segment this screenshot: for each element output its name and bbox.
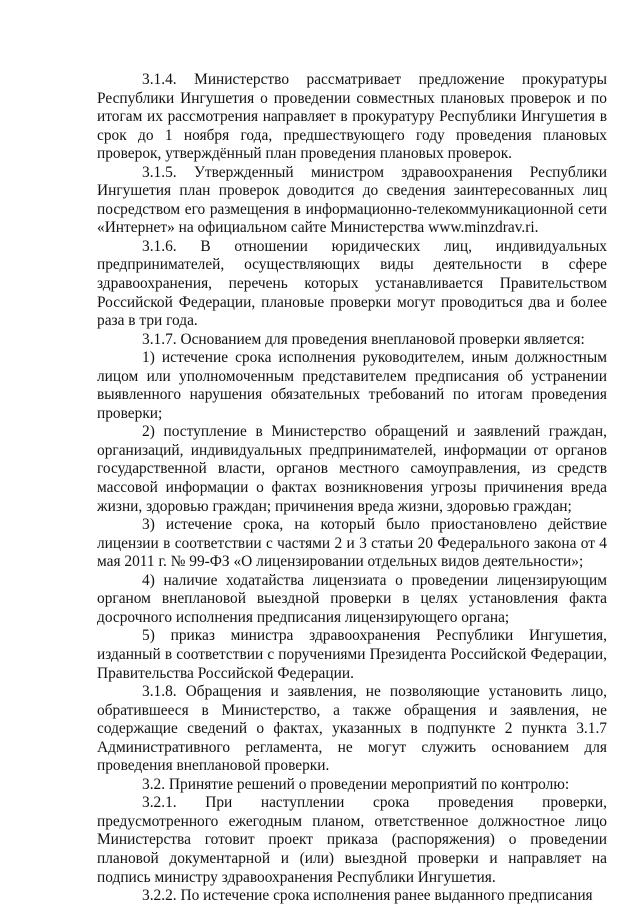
paragraph-3-2-2: 3.2.2. По истечение срока исполнения ранее выданного предписания (142, 887, 593, 905)
paragraph-3-1-7: 3.1.7. Основанием для проведения внеплановой проверки является: (142, 330, 585, 348)
paragraph-3-1-4: 3.1.4. Министерство рассматривает предложение прокуратуры Республики Ингушетия о проведении совместных плановых проверок и по итогам их рассмотрения направляет в прокуратуру Республики Ингушетия в срок до 1 ноября года, предшествующего году проведения плановых проверок, утверждённый план проведения плановых проверок. (97, 71, 607, 163)
paragraph-3-1-6: 3.1.6. В отношении юридических лиц, индивидуальных предпринимателей, осуществляющих виды деятельности в сфере здравоохранения, перечень которых устанавливается Правительством Российской Федерации, плановые проверки могут проводиться два и более раза в три года. (97, 237, 607, 330)
list-item-3: 3) истечение срока, на который было приостановлено действие лицензии в соответствии с частями 2 и 3 статьи 20 Федерального закона от 4 мая 2011 г. № 99-ФЗ «О лицензировании отдельных видов деятельности»; (97, 516, 607, 571)
paragraph-3-1-5: 3.1.5. Утвержденный министром здравоохранения Республики Ингушетия план проверок доводится до сведения заинтересованных лиц посредством его размещения в информационно-телекоммуникационной сети «Интернет» на официальном сайте Министерства www.minzdrav.ri. (97, 163, 607, 237)
paragraph-3-2: 3.2. Принятие решений о проведении мероприятий по контролю: (142, 775, 570, 793)
list-item-4: 4) наличие ходатайства лицензиата о проведении лицензирующим органом внеплановой выездной проверки в целях установления факта досрочного исполнения предписания лицензирующего органа; (97, 571, 607, 626)
list-item-2: 2) поступление в Министерство обращений и заявлений граждан, организаций, индивидуальных предпринимателей, информации от органов государственной власти, органов местного самоуправления, из средств массовой информации о фактах возникновения угрозы причинения вреда жизни, здоровью граждан; причинения вреда жизни, здоровью граждан; (97, 423, 607, 515)
list-item-1: 1) истечение срока исполнения руководителем, иным должностным лицом или уполномоченным представителем предписания об устранении выявленного нарушения обязательных требований по итогам проведения проверки; (97, 349, 607, 422)
paragraph-3-2-1: 3.2.1. При наступлении срока проведения проверки, предусмотренного ежегодным планом, ответственное должностное лицо Министерства готовит проект приказа (распоряжения) о проведении плановой документарной и (или) выездной проверки и направляет на подпись министру здравоохранения Республики Ингушетия. (97, 794, 607, 886)
document-page (97, 71, 607, 906)
list-item-5: 5) приказ министра здравоохранения Республики Ингушетия, изданный в соответствии с поручениями Президента Российской Федерации, Правительства Российской Федерации. (97, 627, 607, 682)
paragraph-3-1-8: 3.1.8. Обращения и заявления, не позволяющие установить лицо, обратившееся в Министерство, а также обращения и заявления, не содержащие сведений о фактах, указанных в подпункте 2 пункта 3.1.7 Административного регламента, не могут служить основанием для проведения внеплановой проверки. (97, 683, 607, 775)
